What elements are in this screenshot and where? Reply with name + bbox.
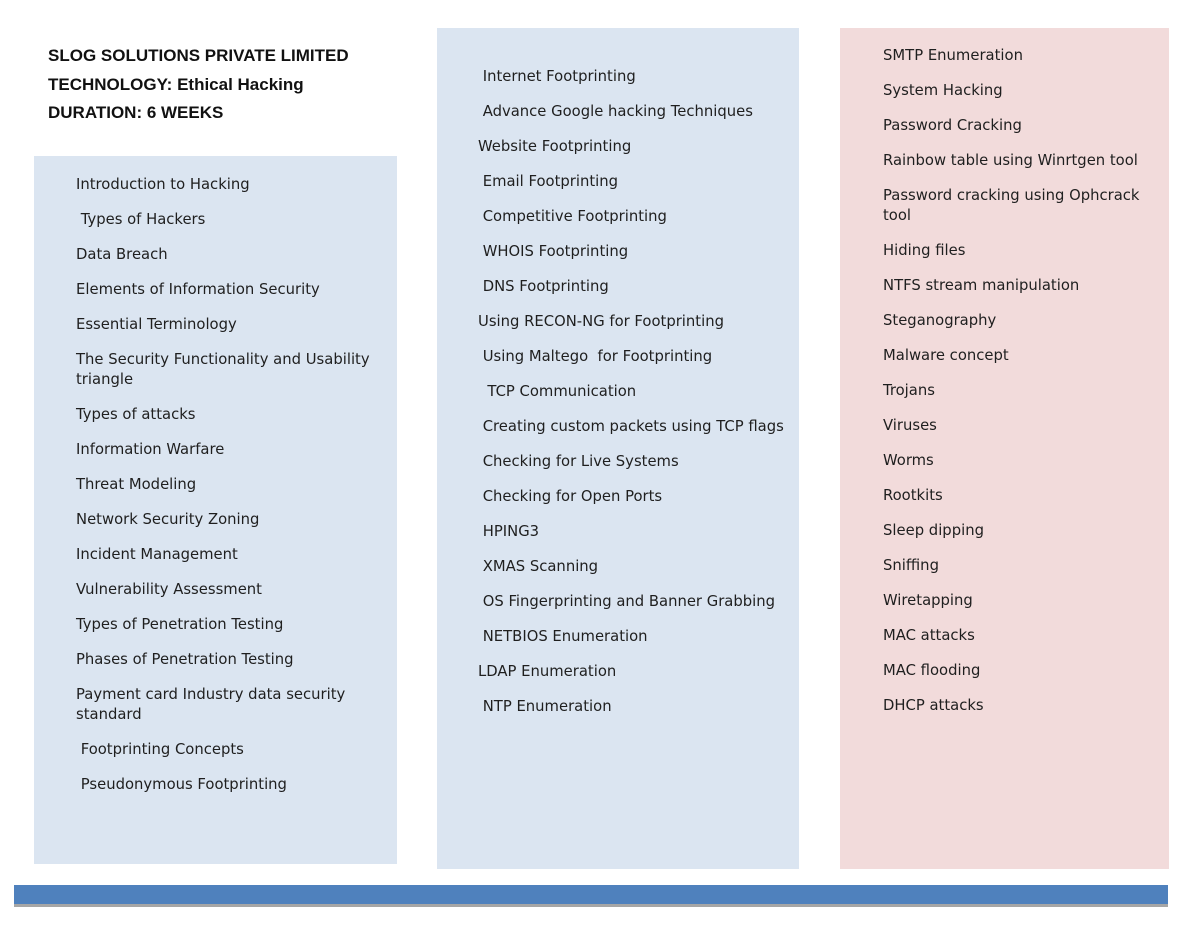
list-item: Payment card Industry data security standard: [76, 686, 351, 723]
list-item: DNS Footprinting: [478, 278, 609, 295]
list-item: Essential Terminology: [76, 316, 237, 333]
list-item: MAC attacks: [883, 627, 975, 644]
list-item: XMAS Scanning: [478, 558, 599, 575]
list-item: NTP Enumeration: [478, 698, 612, 715]
list-item: Introduction to Hacking: [76, 176, 250, 193]
list-item: Competitive Footprinting: [478, 208, 667, 225]
list-item: Website Footprinting: [478, 138, 632, 155]
list-item: NTFS stream manipulation: [883, 277, 1080, 294]
list-item: MAC flooding: [883, 662, 981, 679]
list-item: Checking for Open Ports: [478, 488, 663, 505]
list-item: Malware concept: [883, 347, 1009, 364]
list-item: Worms: [883, 452, 934, 469]
company-name: SLOG SOLUTIONS PRIVATE LIMITED: [48, 46, 349, 65]
syllabus-column-3: [840, 28, 1169, 869]
list-item: HPING3: [478, 523, 540, 540]
footer-bar: [14, 885, 1168, 907]
list-item: Using RECON-NG for Footprinting: [478, 313, 724, 330]
list-item: Wiretapping: [883, 592, 973, 609]
list-item: Steganography: [883, 312, 997, 329]
list-item: Footprinting Concepts: [76, 741, 244, 758]
list-item: Types of Penetration Testing: [76, 616, 284, 633]
list-item: Hiding files: [883, 242, 966, 259]
syllabus-column-1: [34, 156, 397, 864]
list-item: Information Warfare: [76, 441, 225, 458]
list-item: Types of Hackers: [76, 211, 206, 228]
list-item: Using Maltego for Footprinting: [478, 348, 713, 365]
list-item: OS Fingerprinting and Banner Grabbing: [478, 593, 776, 610]
list-item: Trojans: [883, 382, 935, 399]
list-item: TCP Communication: [478, 383, 637, 400]
list-item: Vulnerability Assessment: [76, 581, 262, 598]
topic-list: [76, 175, 385, 795]
list-item: DHCP attacks: [883, 697, 984, 714]
list-item: Checking for Live Systems: [478, 453, 679, 470]
list-item: Internet Footprinting: [478, 68, 636, 85]
list-item: WHOIS Footprinting: [478, 243, 629, 260]
list-item: Viruses: [883, 417, 937, 434]
list-item: Creating custom packets using TCP flags: [478, 418, 784, 435]
list-item: SMTP Enumeration: [883, 47, 1023, 64]
document-header: [48, 42, 349, 128]
topic-list: [883, 46, 1161, 716]
list-item: Phases of Penetration Testing: [76, 651, 294, 668]
list-item: Data Breach: [76, 246, 168, 263]
list-item: Email Footprinting: [478, 173, 619, 190]
list-item: Rainbow table using Winrtgen tool: [883, 152, 1138, 169]
list-item: Password Cracking: [883, 117, 1022, 134]
list-item: Elements of Information Security: [76, 281, 320, 298]
list-item: Threat Modeling: [76, 476, 197, 493]
list-item: Sniffing: [883, 557, 939, 574]
list-item: Incident Management: [76, 546, 238, 563]
technology-line: TECHNOLOGY: Ethical Hacking: [48, 74, 304, 94]
list-item: The Security Functionality and Usability triangle: [76, 351, 375, 388]
list-item: NETBIOS Enumeration: [478, 628, 648, 645]
list-item: Advance Google hacking Techniques: [478, 103, 753, 120]
list-item: System Hacking: [883, 82, 1003, 99]
list-item: Password cracking using Ophcrack tool: [883, 187, 1145, 224]
list-item: Pseudonymous Footprinting: [76, 776, 287, 793]
duration-line: DURATION: 6 WEEKS: [48, 103, 224, 122]
topic-list: [478, 67, 789, 717]
list-item: Sleep dipping: [883, 522, 984, 539]
syllabus-column-2: [437, 28, 799, 869]
list-item: LDAP Enumeration: [478, 663, 617, 680]
list-item: Network Security Zoning: [76, 511, 260, 528]
list-item: Types of attacks: [76, 406, 196, 423]
list-item: Rootkits: [883, 487, 943, 504]
